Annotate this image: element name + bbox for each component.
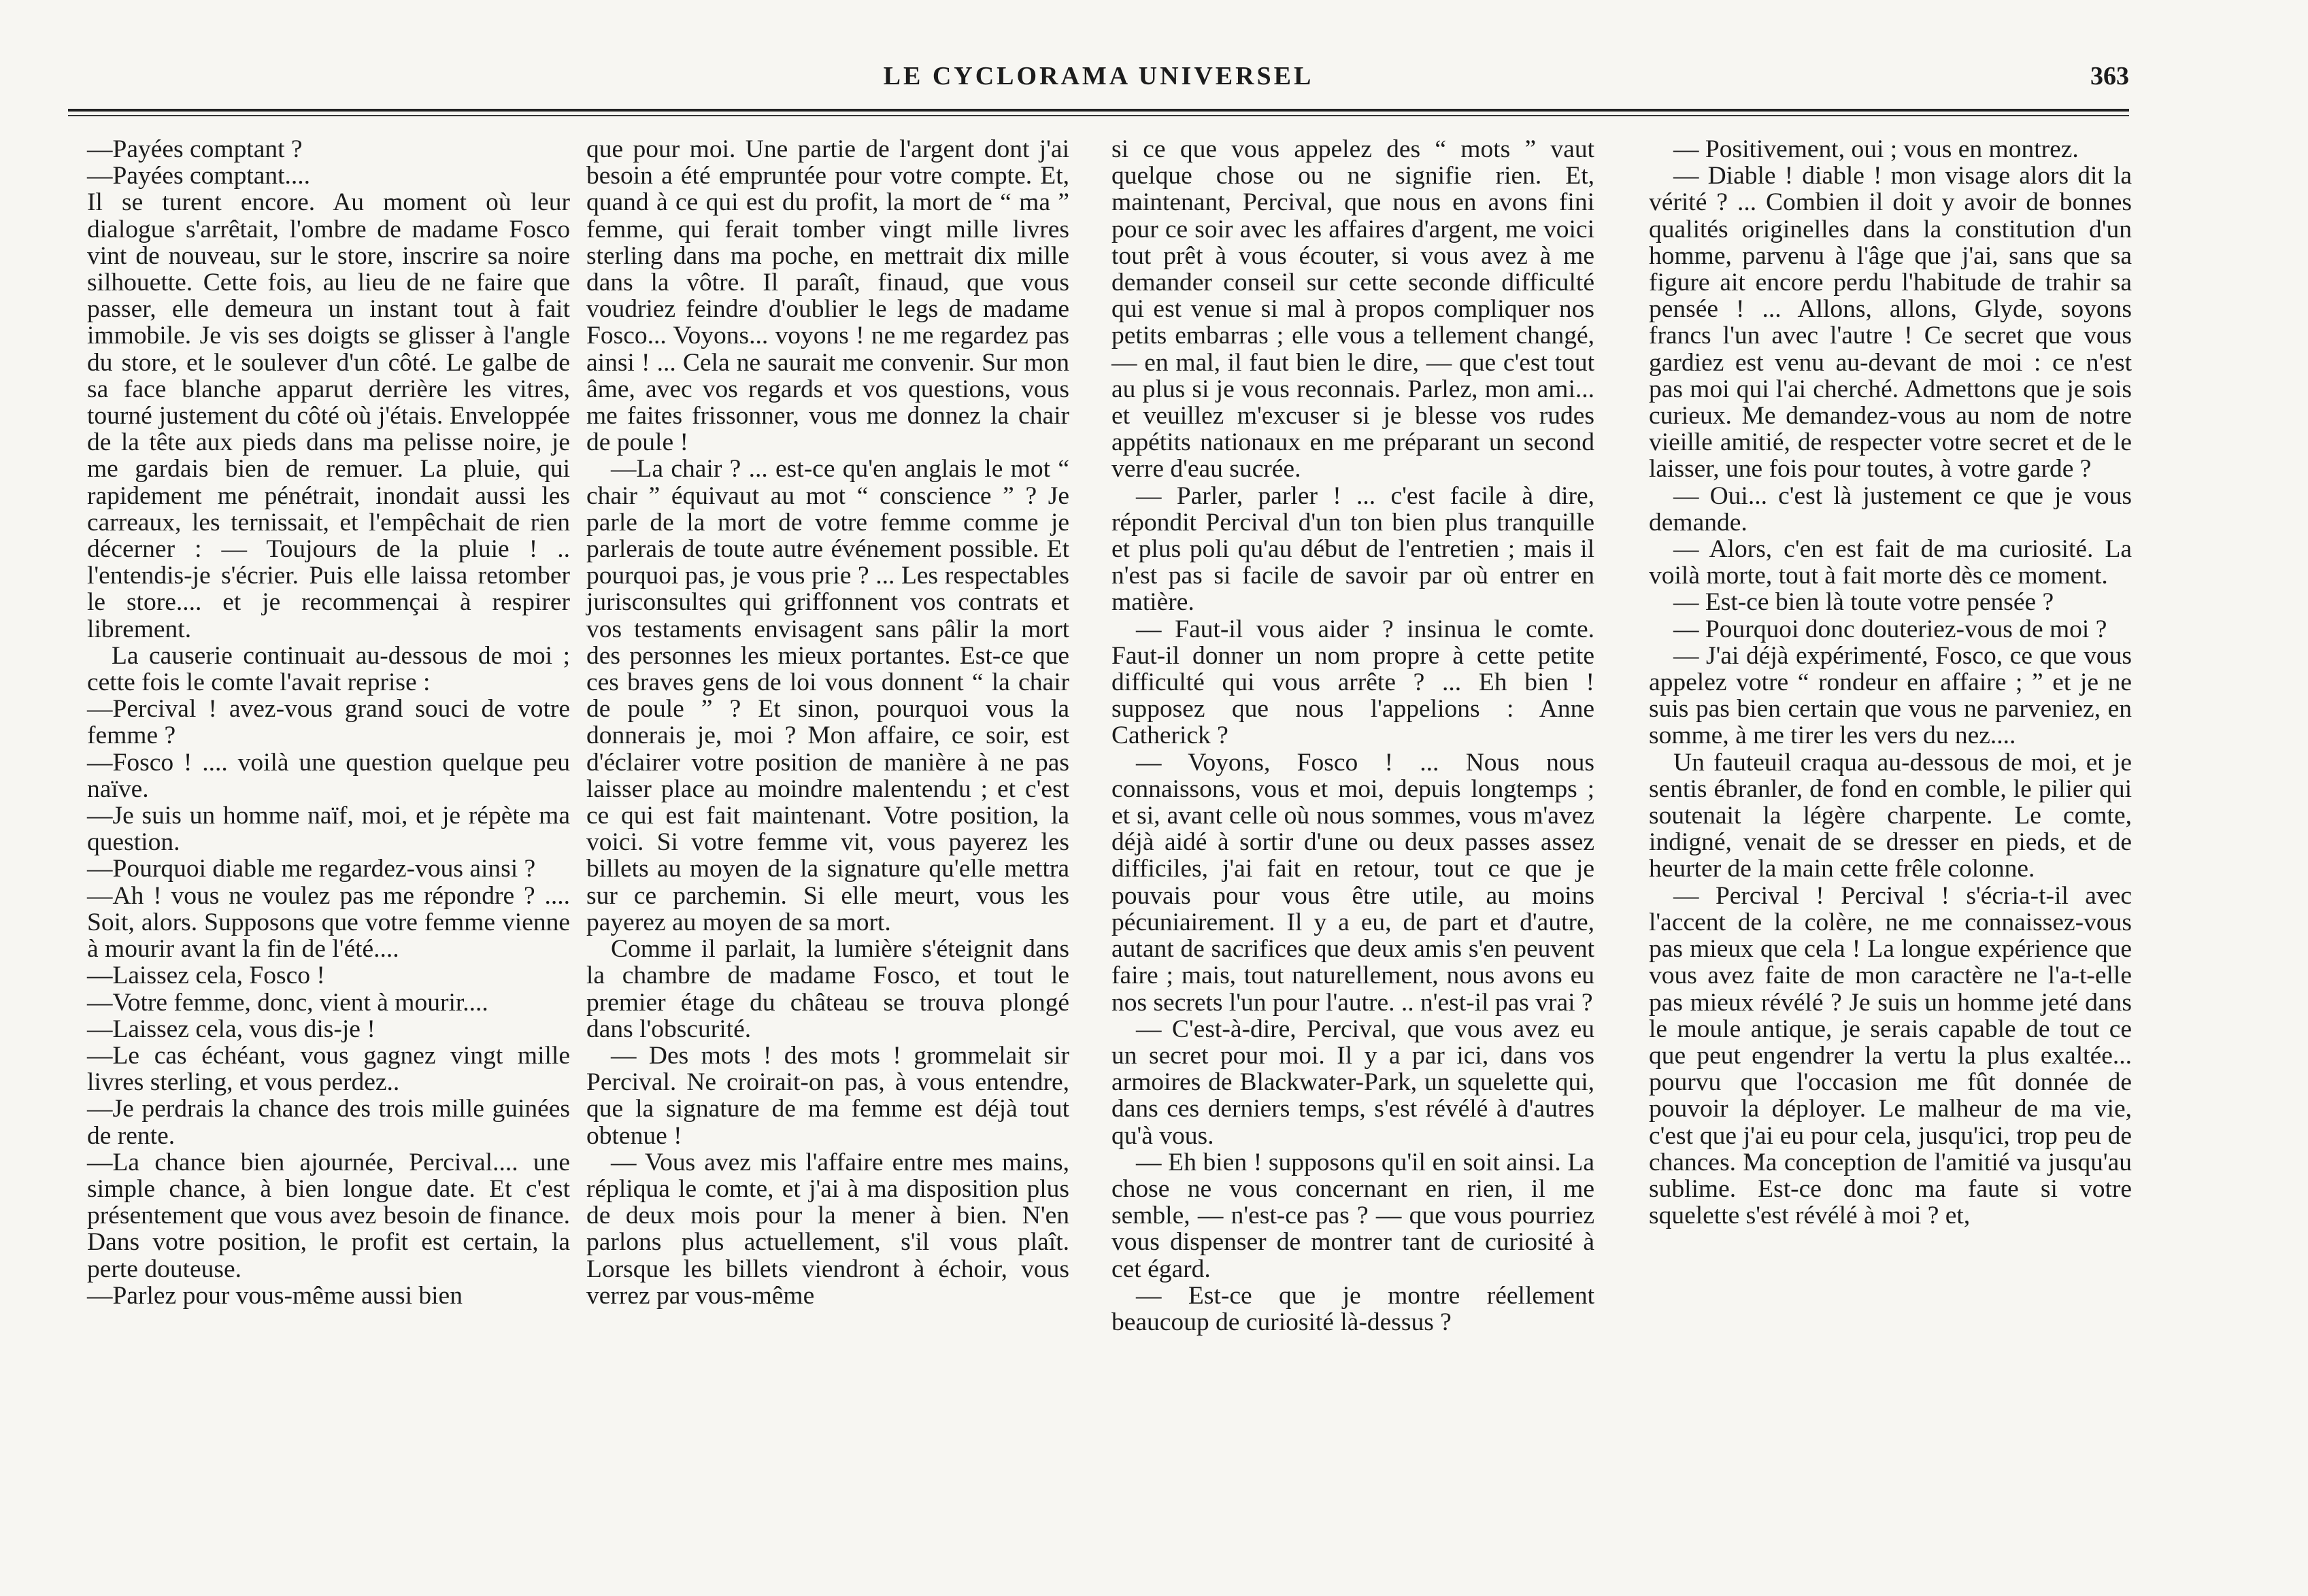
paragraph: —Payées comptant.... [87, 162, 311, 190]
paragraph: — Diable ! diable ! mon visage alors dit la vérité ? ... Combien il doit y avoir de bonnes qualités originelles dans la constitution d'un homme, parvenu à l'âge que j'ai, sans que sa figure ait encore perdu l'habitude de trahir sa pensée ! ... Allons, allons, Glyde, soyons francs l'un avec l'autre ! Ce secret que vous gardiez est venu au-devant de moi : ce n'est pas moi qui l'ai cherché. Admettons que je sois curieux. Me demandez-vous au nom de notre vieille amitié, de respecter votre secret et de le laisser, une fois pour toutes, à votre garde ? [1649, 162, 2132, 483]
paragraph: Comme il parlait, la lumière s'éteignit dans la chambre de madame Fosco, et tout le premier étage du château se trouva plongé dans l'obscurité. [586, 935, 1069, 1043]
paragraph: —Laissez cela, Fosco ! [87, 962, 325, 990]
text-column-4 [1649, 136, 2132, 1229]
paragraph: — Voyons, Fosco ! ... Nous nous connaissons, vous et moi, depuis longtemps ; et si, avant celle où nous sommes, vous m'avez déjà aidé à sortir d'une ou deux passes assez difficiles, j'ai fait en retour, tout ce que je pouvais pour vous être utile, au moins pécuniairement. Il y a eu, de part et d'autre, autant de sacrifices que deux amis s'en peuvent faire ; mais, tout naturellement, nous avons eu nos secrets l'un pour l'autre. .. n'est-il pas vrai ? [1111, 748, 1594, 1017]
text-column-2 [586, 136, 1069, 1309]
paragraph: —Fosco ! .... voilà une question quelque peu naïve. [87, 748, 570, 803]
paragraph: — Est-ce que je montre réellement beaucoup de curiosité là-dessus ? [1111, 1281, 1594, 1336]
paragraph: — Vous avez mis l'affaire entre mes mains, répliqua le comte, et j'ai à ma disposition plus de deux mois pour la mener à bien. N'en parlons plus actuellement, s'il vous plaît. Lorsque les billets viendront à échoir, vous verrez par vous-même [586, 1148, 1069, 1310]
paragraph: — Alors, c'en est fait de ma curiosité. La voilà morte, tout à fait morte dès ce moment. [1649, 535, 2132, 590]
paragraph: — Eh bien ! supposons qu'il en soit ainsi. La chose ne vous concernant en rien, il me semble, — n'est-ce pas ? — que vous pourriez vous dispenser de montrer tant de curiosité à cet égard. [1111, 1148, 1594, 1283]
paragraph: —Laissez cela, vous dis-je ! [87, 1015, 375, 1043]
paragraph: —Je suis un homme naïf, moi, et je répète ma question. [87, 802, 570, 857]
paragraph: —Le cas échéant, vous gagnez vingt mille livres sterling, et vous perdez.. [87, 1041, 570, 1097]
paragraph: —Je perdrais la chance des trois mille guinées de rente. [87, 1095, 570, 1150]
paragraph: —La chance bien ajournée, Percival.... une simple chance, à bien longue date. Et c'est présentement que vous avez besoin de finance. Dans votre position, le profit est certain, la perte douteuse. [87, 1148, 570, 1283]
paragraph: —La chair ? ... est-ce qu'en anglais le mot “ chair ” équivaut au mot “ conscience ” ? Je parle de la mort de votre femme comme je parlerais de toute autre événement possible. Et pourquoi pas, je vous prie ? ... Les respectables jurisconsultes qui griffonnent vos contrats et vos testaments envisagent sans pâlir la mort des personnes les mieux portantes. Est-ce que ces braves gens de loi vous donnent “ la chair de poule ” ? Et sinon, pourquoi vous la donnerais je, moi ? Mon affaire, ce soir, est d'éclairer votre position de manière à ne pas laisser place au moindre malentendu ; et c'est ce qui est fait maintenant. Votre position, la voici. Si votre femme vit, vous payerez les billets au moyen de la signature qu'elle mettra sur ce parchemin. Si elle meurt, vous les payerez au moyen de sa mort. [586, 455, 1069, 936]
paragraph: —Pourquoi diable me regardez-vous ainsi ? [87, 855, 536, 883]
header-rule-thick [68, 109, 2129, 112]
paragraph: —Percival ! avez-vous grand souci de votre femme ? [87, 695, 570, 750]
paragraph: — Positivement, oui ; vous en montrez. [1673, 135, 2079, 163]
text-column-3 [1111, 136, 1594, 1336]
paragraph: Un fauteuil craqua au-dessous de moi, et je sentis ébranler, de fond en comble, le pilier qui soutenait la légère charpente. Le comte, indigné, venait de se dresser en pieds, et de heurter de la main cette frêle colonne. [1649, 748, 2132, 883]
paragraph: — J'ai déjà expérimenté, Fosco, ce que vous appelez votre “ rondeur en affaire ; ” et je ne suis pas bien certain que vous ne parveniez, en somme, à me tirer les vers du nez.... [1649, 641, 2132, 750]
page-header [68, 56, 2129, 103]
paragraph: —Parlez pour vous-même aussi bien [87, 1281, 463, 1310]
paragraph: —Payées comptant ? [87, 135, 303, 163]
paragraph: —Ah ! vous ne voulez pas me répondre ? .... Soit, alors. Supposons que votre femme vienne à mourir avant la fin de l'été.... [87, 881, 570, 964]
paragraph: — Est-ce bien là toute votre pensée ? [1673, 588, 2054, 617]
paragraph: — Oui... c'est là justement ce que je vous demande. [1649, 481, 2132, 537]
page-number: 363 [2090, 62, 2129, 90]
paragraph: La causerie continuait au-dessous de moi ; cette fois le comte l'avait reprise : [87, 641, 570, 697]
paragraph: — Percival ! Percival ! s'écria-t-il avec l'accent de la colère, ne me connaissez-vous pas mieux que cela ! La longue expérience que vous avez faite de mon caractère ne l'a-t-elle pas mieux révélé ? Je suis un homme jeté dans le moule antique, je serais capable de tout ce que peut engendrer la vertu la plus exaltée... pourvu que l'occasion me fût donnée de pouvoir la déployer. Le malheur de ma vie, c'est que j'ai eu pour cela, jusqu'ici, trop peu de chances. Ma conception de l'amitié va jusqu'au sublime. Est-ce donc ma faute si votre squelette s'est révélé à moi ? et, [1649, 881, 2132, 1230]
paragraph: — Pourquoi donc douteriez-vous de moi ? [1673, 615, 2107, 643]
paragraph: — Faut-il vous aider ? insinua le comte. Faut-il donner un nom propre à cette petite difficulté qui vous arrête ? ... Eh bien ! supposez que nous l'appelions : Anne Catherick ? [1111, 615, 1594, 750]
paragraph: que pour moi. Une partie de l'argent dont j'ai besoin a été empruntée pour votre compte. Et, quand à ce qui est du profit, la mort de “ ma ” femme, qui ferait tomber vingt mille livres sterling dans ma poche, en mettrait dix mille dans la vôtre. Il paraît, finaud, que vous voudriez feindre d'oublier le legs de madame Fosco... Voyons... voyons ! ne me regardez pas ainsi ! ... Cela ne saurait me convenir. Sur mon âme, avec vos regards et vos questions, vous me faites frissonner, vous me donnez la chair de poule ! [586, 135, 1069, 457]
header-rule-thin [68, 115, 2129, 116]
paragraph: — Des mots ! des mots ! grommelait sir Percival. Ne croirait-on pas, à vous entendre, que la signature de ma femme est déjà tout obtenue ! [586, 1041, 1069, 1150]
paragraph: — C'est-à-dire, Percival, que vous avez eu un secret pour moi. Il y a par ici, dans vos armoires de Blackwater-Park, un squelette qui, dans ces derniers temps, s'est révélé à d'autres qu'à vous. [1111, 1015, 1594, 1150]
running-title: LE CYCLORAMA UNIVERSEL [883, 62, 1314, 90]
text-column-1 [87, 136, 570, 1309]
paragraph: —Votre femme, donc, vient à mourir.... [87, 988, 488, 1017]
paragraph: si ce que vous appelez des “ mots ” vaut quelque chose ou ne signifie rien. Et, maintenant, Percival, que nous en avons fini pour ce soir avec les affaires d'argent, me voici tout prêt à vous écouter, si vous avez à me demander conseil sur cette seconde difficulté qui est venue si mal à propos compliquer nos petits embarras ; elle vous a tellement changé, — en mal, il faut bien le dire, — que c'est tout au plus si je vous reconnais. Parlez, mon ami... et veuillez m'excuser si je blesse vos rudes appétits nationaux en me préparant un second verre d'eau sucrée. [1111, 135, 1594, 483]
paragraph: Il se turent encore. Au moment où leur dialogue s'arrêtait, l'ombre de madame Fosco vint de nouveau, sur le store, inscrire sa noire silhouette. Cette fois, au lieu de ne faire que passer, elle demeura un instant tout à fait immobile. Je vis ses doigts se glisser à l'angle du store, et le soulever d'un côté. Le galbe de sa face blanche apparut derrière les vitres, tourné justement du côté où j'étais. Enveloppée de la tête aux pieds dans ma pelisse noire, je me gardais bien de remuer. La pluie, qui rapidement me pénétrait, inondait aussi les carreaux, les ternissait, et l'empêchait de rien décerner : — Toujours de la pluie ! .. l'entendis-je s'écrier. Puis elle laissa retomber le store.... et je recommençai à respirer librement. [87, 188, 570, 643]
paragraph: — Parler, parler ! ... c'est facile à dire, répondit Percival d'un ton bien plus tranquille et plus poli qu'au début de l'entretien ; mais il n'est pas si facile de savoir par où entrer en matière. [1111, 481, 1594, 617]
